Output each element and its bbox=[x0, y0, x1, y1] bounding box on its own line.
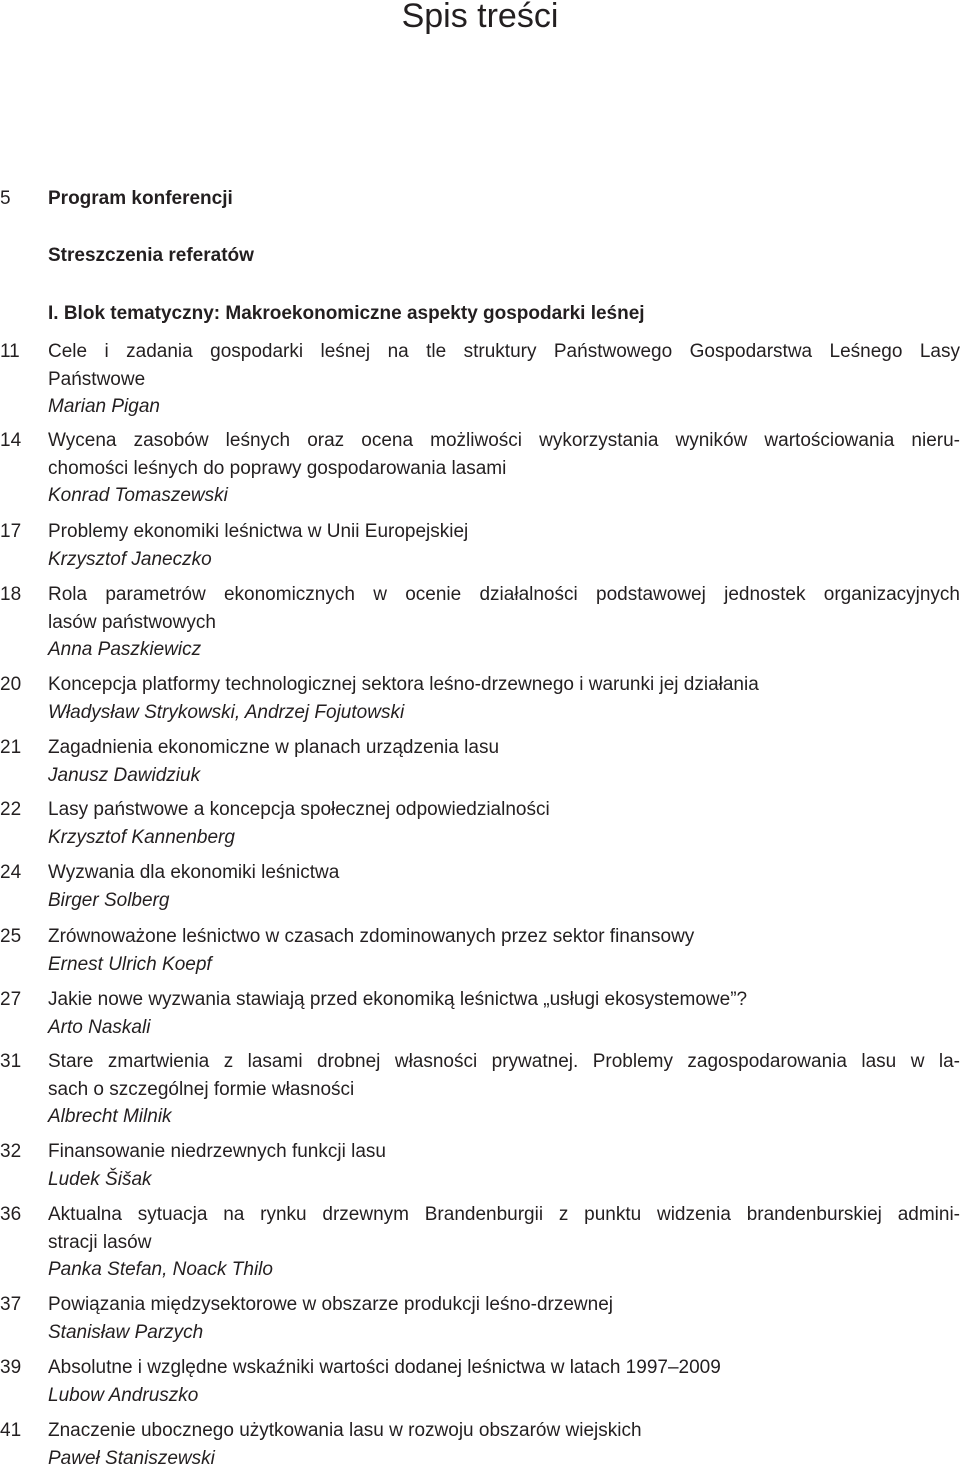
page-number: 5 bbox=[0, 188, 11, 209]
entry-title: Absolutne i względne wskaźniki wartości dodanej leśnictwa w latach 1997–2009 bbox=[48, 1357, 721, 1378]
page-number: 31 bbox=[0, 1051, 22, 1072]
section-heading: I. Blok tematyczny: Makroekonomiczne aspekty gospodarki leśnej bbox=[48, 303, 645, 324]
entry-author: Marian Pigan bbox=[48, 396, 160, 417]
page-number: 20 bbox=[0, 674, 22, 695]
page-number: 27 bbox=[0, 989, 22, 1010]
entry-title: Zagadnienia ekonomiczne w planach urządzenia lasu bbox=[48, 737, 500, 758]
page-number: 36 bbox=[0, 1204, 22, 1225]
entry-title: Jakie nowe wyzwania stawiają przed ekonomiką leśnictwa „usługi ekosystemowe”? bbox=[48, 989, 748, 1010]
entry-author: Birger Solberg bbox=[48, 889, 170, 911]
entry-title: Koncepcja platformy technologicznej sektora leśno-drzewnego i warunki jej działania bbox=[48, 674, 759, 695]
entry-title: Państwowe bbox=[48, 368, 146, 390]
entry-title: sach o szczególnej formie własności bbox=[48, 1078, 355, 1100]
entry-title: Stare zmartwienia z lasami drobnej własności prywatnej. Problemy zagospodarowania lasu w la- bbox=[48, 1051, 960, 1072]
entry-title: lasów państwowych bbox=[48, 611, 216, 633]
entry-title: Znaczenie ubocznego użytkowania lasu w rozwoju obszarów wiejskich bbox=[48, 1420, 642, 1441]
entry-title: Rola parametrów ekonomicznych w ocenie działalności podstawowej jednostek organizacyjnych bbox=[48, 584, 960, 605]
entry-title: Powiązania międzysektorowe w obszarze produkcji leśno-drzewnej bbox=[48, 1294, 613, 1315]
entry-title: chomości leśnych do poprawy gospodarowania lasami bbox=[48, 457, 507, 479]
entry-title: Lasy państwowe a koncepcja społecznej odpowiedzialności bbox=[48, 799, 550, 820]
entry-author: Albrecht Milnik bbox=[48, 1106, 172, 1127]
entry-title: Cele i zadania gospodarki leśnej na tle struktury Państwowego Gospodarstwa Leśnego Lasy bbox=[48, 341, 960, 362]
page-number: 41 bbox=[0, 1420, 22, 1441]
entry-author: Ernest Ulrich Koepf bbox=[48, 953, 212, 975]
entry-author: Stanisław Parzych bbox=[48, 1321, 204, 1343]
entry-title: Aktualna sytuacja na rynku drzewnym Brandenburgii z punktu widzenia brandenburskiej admini- bbox=[48, 1204, 960, 1225]
entry-title: Problemy ekonomiki leśnictwa w Unii Europejskiej bbox=[48, 521, 469, 542]
entry-author: Panka Stefan, Noack Thilo bbox=[48, 1259, 273, 1280]
page-number: 24 bbox=[0, 862, 22, 883]
page-number: 14 bbox=[0, 430, 22, 451]
page-number: 25 bbox=[0, 926, 22, 947]
entry-author: Ludek Šišak bbox=[48, 1168, 152, 1190]
page-number: 39 bbox=[0, 1357, 22, 1378]
entry-title: Finansowanie niedrzewnych funkcji lasu bbox=[48, 1141, 386, 1162]
entry-title: Zrównoważone leśnictwo w czasach zdominowanych przez sektor finansowy bbox=[48, 926, 695, 947]
page-number: 32 bbox=[0, 1141, 22, 1162]
entry-author: Lubow Andruszko bbox=[48, 1384, 199, 1406]
page-number: 18 bbox=[0, 584, 22, 605]
entry-author: Arto Naskali bbox=[48, 1016, 151, 1038]
entry-title: Program konferencji bbox=[48, 188, 233, 209]
entry-author: Krzysztof Kannenberg bbox=[48, 826, 235, 848]
entry-author: Janusz Dawidziuk bbox=[48, 764, 201, 786]
page-number: 21 bbox=[0, 737, 22, 758]
page-number: 17 bbox=[0, 521, 22, 542]
section-heading: Streszczenia referatów bbox=[48, 245, 254, 266]
entry-author: Władysław Strykowski, Andrzej Fojutowski bbox=[48, 701, 405, 723]
entry-title: stracji lasów bbox=[48, 1231, 152, 1253]
entry-title: Wycena zasobów leśnych oraz ocena możliwości wykorzystania wyników wartościowania nieru- bbox=[48, 430, 960, 451]
entry-author: Konrad Tomaszewski bbox=[48, 485, 228, 506]
entry-author: Paweł Staniszewski bbox=[48, 1447, 215, 1469]
page-number: 37 bbox=[0, 1294, 22, 1315]
page-title: Spis treści bbox=[401, 0, 559, 35]
entry-author: Krzysztof Janeczko bbox=[48, 548, 212, 570]
page-number: 22 bbox=[0, 799, 22, 820]
entry-title: Wyzwania dla ekonomiki leśnictwa bbox=[48, 862, 340, 883]
page-number: 11 bbox=[0, 341, 20, 362]
entry-author: Anna Paszkiewicz bbox=[48, 639, 202, 660]
